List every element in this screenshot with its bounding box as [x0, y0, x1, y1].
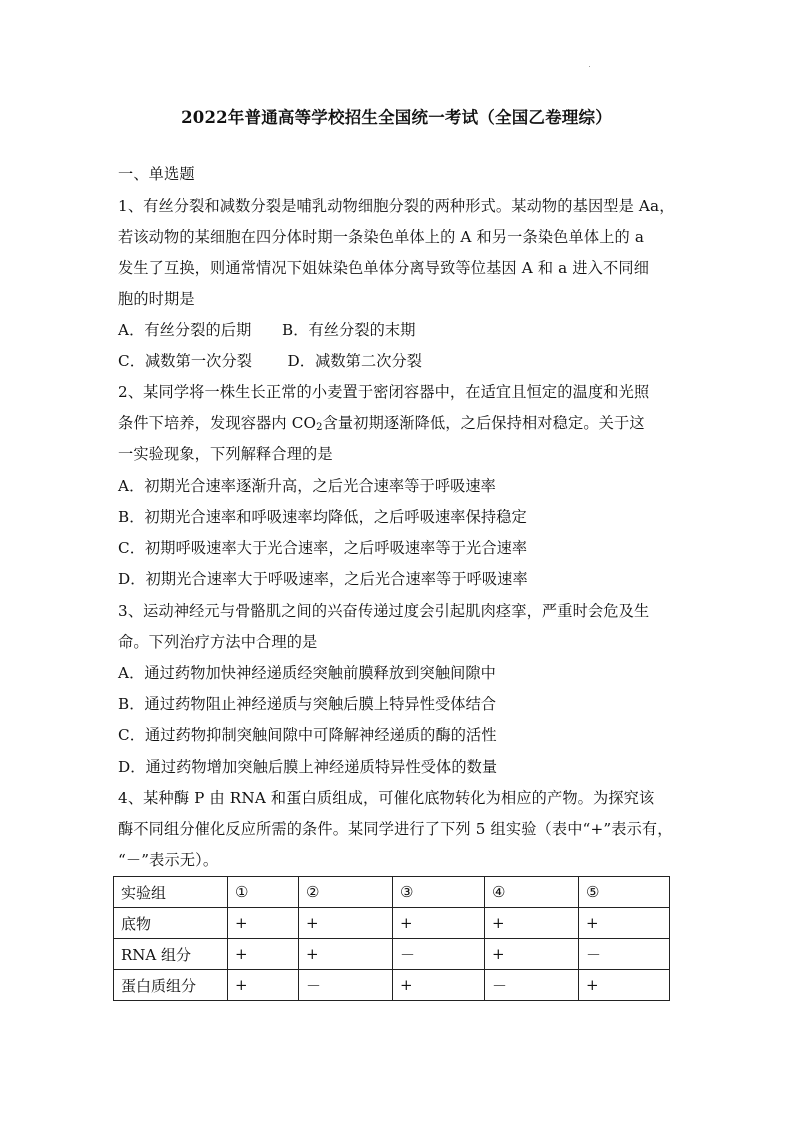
table-cell: +	[393, 908, 485, 939]
q2-option-b: B．初期光合速率和呼吸速率均降低，之后呼吸速率保持稳定	[118, 508, 527, 526]
q4-stem-line: 4、某种酶 P 由 RNA 和蛋白质组成，可催化底物转化为相应的产物。为探究该	[118, 789, 655, 807]
table-cell: +	[228, 908, 299, 939]
q2-option-d: D．初期光合速率大于呼吸速率，之后光合速率等于呼吸速率	[118, 570, 528, 588]
table-cell: +	[393, 970, 485, 1001]
section-heading: 一、单选题	[118, 165, 195, 183]
table-cell: RNA 组分	[114, 939, 228, 970]
table-cell: －	[393, 939, 485, 970]
table-row	[114, 908, 670, 939]
table-cell: －	[299, 970, 393, 1001]
q1-stem-line: 若该动物的某细胞在四分体时期一条染色单体上的 A 和另一条染色单体上的 a	[118, 228, 645, 246]
table-cell: +	[579, 908, 670, 939]
q3-option-c: C．通过药物抑制突触间隙中可降解神经递质的酶的活性	[118, 726, 497, 744]
table-header-row	[114, 877, 670, 908]
table-cell: ②	[299, 877, 393, 908]
q2-stem-text: 条件下培养，发现容器内 CO	[118, 414, 317, 432]
table-cell: －	[579, 939, 670, 970]
experiment-table	[113, 876, 670, 1001]
q2-option-a: A．初期光合速率逐渐升高，之后光合速率等于呼吸速率	[118, 477, 496, 495]
scan-dot	[589, 66, 590, 67]
q3-stem-line: 3、运动神经元与骨骼肌之间的兴奋传递过度会引起肌肉痉挛，严重时会危及生	[118, 602, 650, 620]
q1-options-ab: A．有丝分裂的后期 B．有丝分裂的末期	[118, 321, 416, 339]
table-cell: +	[485, 908, 579, 939]
page-title: 2022年普通高等学校招生全国统一考试（全国乙卷理综）	[181, 108, 612, 127]
table-cell: +	[299, 908, 393, 939]
q4-stem-line: 酶不同组分催化反应所需的条件。某同学进行了下列 5 组实验（表中“+”表示有，	[118, 820, 673, 838]
q1-options-cd: C．减数第一次分裂 D．减数第二次分裂	[118, 352, 423, 370]
q2-stem-line	[118, 413, 645, 433]
table-cell: ③	[393, 877, 485, 908]
co2-subscript: 2	[316, 422, 323, 433]
table-cell: ④	[485, 877, 579, 908]
q3-option-b: B．通过药物阻止神经递质与突触后膜上特异性受体结合	[118, 695, 497, 713]
q3-option-a: A．通过药物加快神经递质经突触前膜释放到突触间隙中	[118, 664, 496, 682]
q3-option-d: D．通过药物增加突触后膜上神经递质特异性受体的数量	[118, 758, 498, 776]
q1-stem-line: 发生了互换，则通常情况下姐妹染色单体分离导致等位基因 A 和 a 进入不同细	[118, 259, 650, 277]
table-row	[114, 970, 670, 1001]
q2-stem-line: 2、某同学将一株生长正常的小麦置于密闭容器中，在适宜且恒定的温度和光照	[118, 383, 650, 401]
table-cell: ⑤	[579, 877, 670, 908]
q2-stem-text: 含量初期逐渐降低，之后保持相对稳定。关于这	[322, 414, 645, 432]
table-cell: +	[228, 970, 299, 1001]
table-cell: 实验组	[114, 877, 228, 908]
q2-stem-line: 一实验现象，下列解释合理的是	[118, 445, 333, 463]
q2-option-c: C．初期呼吸速率大于光合速率，之后呼吸速率等于光合速率	[118, 539, 528, 557]
table-cell: 蛋白质组分	[114, 970, 228, 1001]
table-cell: +	[228, 939, 299, 970]
q4-stem-line: “－”表示无）。	[118, 851, 219, 869]
q1-stem-line: 胞的时期是	[118, 290, 195, 308]
q1-stem-line: 1、有丝分裂和减数分裂是哺乳动物细胞分裂的两种形式。某动物的基因型是 Aa，	[118, 197, 675, 215]
table-cell: 底物	[114, 908, 228, 939]
table-cell: －	[485, 970, 579, 1001]
q3-stem-line: 命。下列治疗方法中合理的是	[118, 633, 318, 651]
table-cell: +	[485, 939, 579, 970]
table-cell: ①	[228, 877, 299, 908]
table-cell: +	[579, 970, 670, 1001]
table-row	[114, 939, 670, 970]
table-cell: +	[299, 939, 393, 970]
